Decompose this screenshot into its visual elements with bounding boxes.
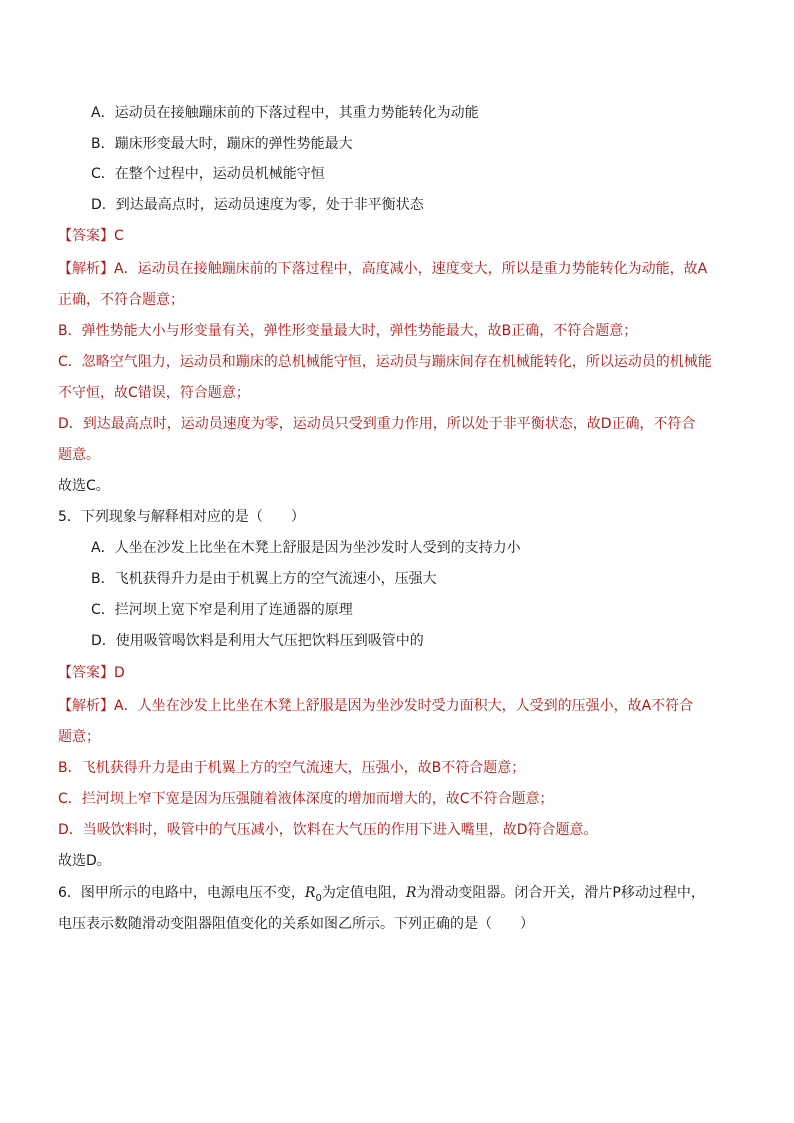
q5-analysis-line-2: 题意；: [58, 729, 100, 745]
q4-analysis-line-7: 题意。: [58, 447, 100, 463]
q5-option-b: B．飞机获得升力是由于机翼上方的空气流速小，压强大: [91, 571, 437, 587]
q4-analysis-line-4: C．忽略空气阻力，运动员和蹦床的总机械能守恒，运动员与蹦床间存在机械能转化，所以运动员的机械能: [58, 354, 712, 370]
q4-analysis-line-2: 正确，不符合题意；: [58, 292, 184, 308]
q5-option-a: A．人坐在沙发上比坐在木凳上舒服是因为坐沙发时人受到的支持力小: [91, 540, 521, 556]
answer-value: D: [114, 665, 125, 681]
q5-answer: [58, 663, 125, 683]
answer-tag: 【答案】: [58, 228, 114, 244]
analysis-tag: 【解析】: [58, 261, 114, 277]
q5-option-c: C．拦河坝上宽下窄是利用了连通器的原理: [91, 602, 353, 618]
q5-option-d: D．使用吸管喝饮料是利用大气压把饮料压到吸管中的: [91, 633, 424, 649]
q6-stem-part3: 为滑动变阻器。闭合开关，滑片P移动过程中，: [416, 885, 705, 901]
analysis-text: A．运动员在接触蹦床前的下落过程中，高度减小，速度变大，所以是重力势能转化为动能，故A: [114, 261, 708, 277]
q6-stem-line-2: 电压表示数随滑动变阻器阻值变化的关系如图乙所示。下列正确的是（ ）: [58, 916, 534, 932]
r0-subscript: 0: [315, 892, 322, 904]
q5-conclusion: 故选D。: [58, 853, 111, 869]
q5-stem: 5．下列现象与解释相对应的是（ ）: [58, 509, 305, 525]
q5-analysis-line-3: B．飞机获得升力是由于机翼上方的空气流速大，压强小，故B不符合题意；: [58, 760, 526, 776]
q4-analysis-line-3: B．弹性势能大小与形变量有关，弹性形变量最大时，弹性势能最大，故B正确，不符合题意；: [58, 323, 638, 339]
q4-option-c: C．在整个过程中，运动员机械能守恒: [91, 166, 325, 182]
r0-symbol: R: [304, 885, 316, 901]
q6-stem-part1: 6．图甲所示的电路中，电源电压不变，: [58, 885, 305, 901]
q4-analysis-line-1: [58, 259, 707, 279]
q4-option-d: D．到达最高点时，运动员速度为零，处于非平衡状态: [91, 197, 424, 213]
q4-answer: [58, 226, 124, 246]
r-symbol: R: [405, 885, 417, 901]
q6-stem-line-1: [58, 883, 705, 903]
q5-analysis-line-5: D．当吸饮料时，吸管中的气压减小，饮料在大气压的作用下进入嘴里，故D符合题意。: [58, 822, 598, 838]
q4-option-a: A．运动员在接触蹦床前的下落过程中，其重力势能转化为动能: [91, 105, 479, 121]
q5-analysis-line-4: C．拦河坝上窄下宽是因为压强随着液体深度的增加而增大的，故C不符合题意；: [58, 791, 554, 807]
answer-value: C: [114, 228, 124, 244]
answer-tag: 【答案】: [58, 665, 114, 681]
q4-analysis-line-6: D．到达最高点时，运动员速度为零，运动员只受到重力作用，所以处于非平衡状态，故D正确，不符合: [58, 416, 696, 432]
q5-analysis-line-1: [58, 696, 693, 716]
q4-conclusion: 故选C。: [58, 478, 110, 494]
analysis-text: A．人坐在沙发上比坐在木凳上舒服是因为坐沙发时受力面积大，人受到的压强小，故A不符合: [114, 698, 694, 714]
q6-stem-part2: 为定值电阻，: [321, 885, 406, 901]
q4-analysis-line-5: 不守恒，故C错误，符合题意；: [58, 385, 250, 401]
analysis-tag: 【解析】: [58, 698, 114, 714]
q4-option-b: B．蹦床形变最大时，蹦床的弹性势能最大: [91, 136, 353, 152]
